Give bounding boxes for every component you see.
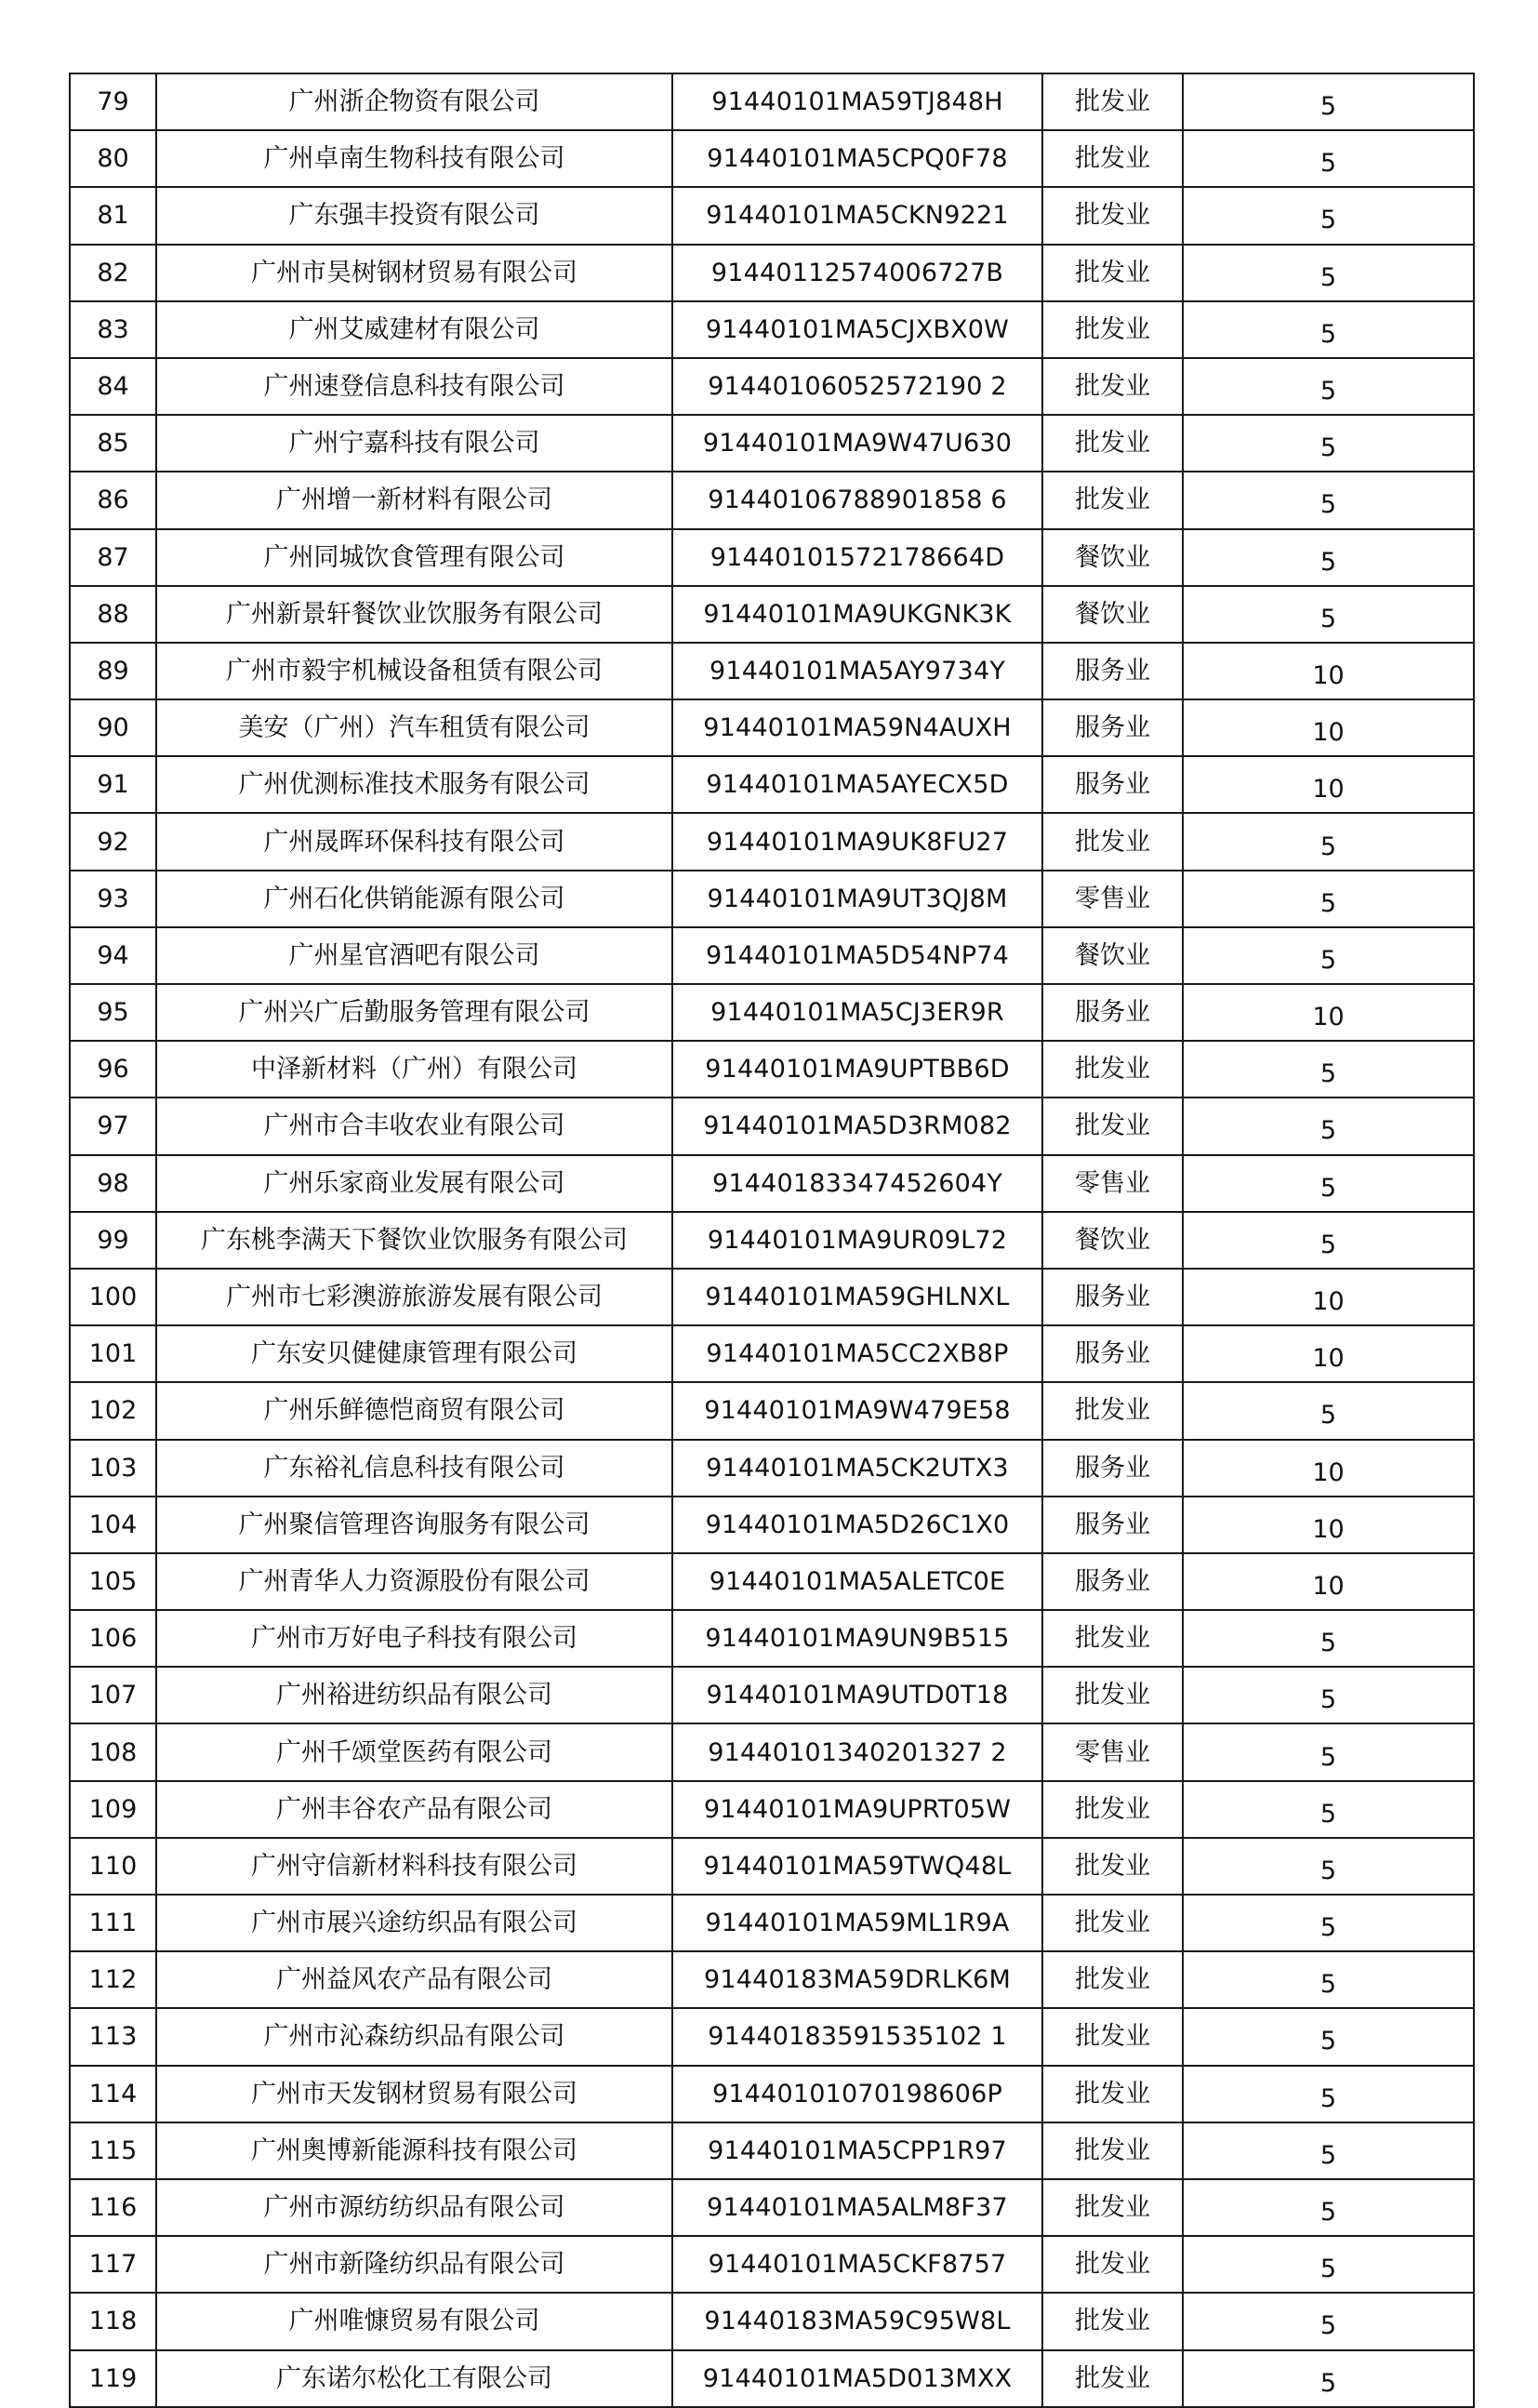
table-row <box>70 1781 1474 1838</box>
row-number-cell: 112 <box>70 1951 156 2008</box>
industry-cell: 餐饮业 <box>1042 1212 1183 1269</box>
score-cell: 5 <box>1183 1781 1474 1838</box>
company-name-cell: 广东桃李满天下餐饮业饮服务有限公司 <box>156 1212 672 1269</box>
row-number-cell: 119 <box>70 2350 156 2407</box>
credit-code-cell: 91440101MA5CKN9221 <box>672 187 1042 244</box>
company-name-cell: 广州市展兴途纺织品有限公司 <box>156 1895 672 1951</box>
industry-cell: 批发业 <box>1042 472 1183 528</box>
table-row <box>70 1553 1474 1610</box>
credit-code-cell: 91440101340201327 2 <box>672 1723 1042 1780</box>
credit-code-cell: 91440101572178664D <box>672 529 1042 586</box>
industry-cell: 批发业 <box>1042 358 1183 415</box>
row-number-cell: 105 <box>70 1553 156 1610</box>
row-number-cell: 114 <box>70 2066 156 2122</box>
industry-cell: 批发业 <box>1042 245 1183 301</box>
table-row <box>70 2293 1474 2349</box>
row-number-cell: 100 <box>70 1269 156 1325</box>
row-number-cell: 98 <box>70 1155 156 1212</box>
company-name-cell: 广东裕礼信息科技有限公司 <box>156 1440 672 1497</box>
company-name-cell: 广州市合丰收农业有限公司 <box>156 1098 672 1154</box>
table-row <box>70 1382 1474 1439</box>
credit-code-cell: 91440183347452604Y <box>672 1155 1042 1212</box>
credit-code-cell: 91440101MA9UKGNK3K <box>672 586 1042 643</box>
row-number-cell: 79 <box>70 73 156 130</box>
company-name-cell: 广州丰谷农产品有限公司 <box>156 1781 672 1838</box>
row-number-cell: 80 <box>70 130 156 187</box>
row-number-cell: 106 <box>70 1610 156 1667</box>
row-number-cell: 117 <box>70 2236 156 2293</box>
row-number-cell: 111 <box>70 1895 156 1951</box>
score-cell: 5 <box>1183 187 1474 244</box>
company-name-cell: 广州晟晖环保科技有限公司 <box>156 813 672 870</box>
score-cell: 5 <box>1183 2066 1474 2122</box>
industry-cell: 批发业 <box>1042 1382 1183 1439</box>
company-name-cell: 广东诺尔松化工有限公司 <box>156 2350 672 2407</box>
company-name-cell: 广州守信新材料科技有限公司 <box>156 1838 672 1895</box>
score-cell: 10 <box>1183 1553 1474 1610</box>
enterprise-table <box>69 73 1475 2408</box>
industry-cell: 零售业 <box>1042 871 1183 927</box>
score-cell: 10 <box>1183 984 1474 1041</box>
table-row <box>70 1610 1474 1667</box>
row-number-cell: 85 <box>70 415 156 472</box>
table-row <box>70 871 1474 927</box>
table-row <box>70 73 1474 130</box>
credit-code-cell: 91440101MA9UT3QJ8M <box>672 871 1042 927</box>
credit-code-cell: 91440101MA9UPTBB6D <box>672 1041 1042 1098</box>
table-row <box>70 1895 1474 1951</box>
score-cell: 5 <box>1183 1610 1474 1667</box>
company-name-cell: 广州市新隆纺织品有限公司 <box>156 2236 672 2293</box>
row-number-cell: 92 <box>70 813 156 870</box>
industry-cell: 批发业 <box>1042 1610 1183 1667</box>
industry-cell: 批发业 <box>1042 2008 1183 2065</box>
credit-code-cell: 91440101MA9UR09L72 <box>672 1212 1042 1269</box>
score-cell: 10 <box>1183 1269 1474 1325</box>
credit-code-cell: 91440101MA9W47U630 <box>672 415 1042 472</box>
company-name-cell: 广州市昊树钢材贸易有限公司 <box>156 245 672 301</box>
row-number-cell: 101 <box>70 1325 156 1382</box>
company-name-cell: 广州乐鲜德恺商贸有限公司 <box>156 1382 672 1439</box>
industry-cell: 批发业 <box>1042 1098 1183 1154</box>
table-row <box>70 2066 1474 2122</box>
credit-code-cell: 91440101MA5CK2UTX3 <box>672 1440 1042 1497</box>
company-name-cell: 中泽新材料（广州）有限公司 <box>156 1041 672 1098</box>
industry-cell: 批发业 <box>1042 1041 1183 1098</box>
company-name-cell: 广州新景轩餐饮业饮服务有限公司 <box>156 586 672 643</box>
industry-cell: 服务业 <box>1042 756 1183 813</box>
credit-code-cell: 91440101MA5D54NP74 <box>672 927 1042 984</box>
score-cell: 5 <box>1183 1895 1474 1951</box>
table-row <box>70 643 1474 699</box>
company-name-cell: 广州浙企物资有限公司 <box>156 73 672 130</box>
company-name-cell: 广州乐家商业发展有限公司 <box>156 1155 672 1212</box>
score-cell: 5 <box>1183 1382 1474 1439</box>
table-row <box>70 245 1474 301</box>
company-name-cell: 广州益风农产品有限公司 <box>156 1951 672 2008</box>
score-cell: 5 <box>1183 927 1474 984</box>
row-number-cell: 116 <box>70 2179 156 2236</box>
score-cell: 5 <box>1183 1098 1474 1154</box>
credit-code-cell: 91440101MA5CJ3ER9R <box>672 984 1042 1041</box>
industry-cell: 餐饮业 <box>1042 586 1183 643</box>
company-name-cell: 广州石化供销能源有限公司 <box>156 871 672 927</box>
industry-cell: 批发业 <box>1042 1895 1183 1951</box>
table-row <box>70 1838 1474 1895</box>
row-number-cell: 83 <box>70 301 156 358</box>
credit-code-cell: 91440106052572190 2 <box>672 358 1042 415</box>
table-row <box>70 1212 1474 1269</box>
credit-code-cell: 91440112574006727B <box>672 245 1042 301</box>
industry-cell: 批发业 <box>1042 73 1183 130</box>
row-number-cell: 113 <box>70 2008 156 2065</box>
row-number-cell: 90 <box>70 699 156 756</box>
row-number-cell: 118 <box>70 2293 156 2349</box>
credit-code-cell: 91440101MA5CPQ0F78 <box>672 130 1042 187</box>
industry-cell: 服务业 <box>1042 643 1183 699</box>
row-number-cell: 97 <box>70 1098 156 1154</box>
score-cell: 10 <box>1183 756 1474 813</box>
table-row <box>70 813 1474 870</box>
company-name-cell: 广州奥博新能源科技有限公司 <box>156 2122 672 2179</box>
row-number-cell: 96 <box>70 1041 156 1098</box>
credit-code-cell: 91440101MA59N4AUXH <box>672 699 1042 756</box>
company-name-cell: 广州唯慷贸易有限公司 <box>156 2293 672 2349</box>
score-cell: 5 <box>1183 245 1474 301</box>
industry-cell: 批发业 <box>1042 2236 1183 2293</box>
score-cell: 5 <box>1183 1155 1474 1212</box>
table-row <box>70 1269 1474 1325</box>
score-cell: 5 <box>1183 813 1474 870</box>
company-name-cell: 广东安贝健健康管理有限公司 <box>156 1325 672 1382</box>
industry-cell: 服务业 <box>1042 1553 1183 1610</box>
company-name-cell: 广州市毅宇机械设备租赁有限公司 <box>156 643 672 699</box>
table-row <box>70 301 1474 358</box>
credit-code-cell: 91440101MA5D013MXX <box>672 2350 1042 2407</box>
credit-code-cell: 91440101MA5D3RM082 <box>672 1098 1042 1154</box>
credit-code-cell: 91440101MA9UTD0T18 <box>672 1667 1042 1723</box>
score-cell: 5 <box>1183 1838 1474 1895</box>
row-number-cell: 108 <box>70 1723 156 1780</box>
table-row <box>70 2008 1474 2065</box>
row-number-cell: 103 <box>70 1440 156 1497</box>
industry-cell: 批发业 <box>1042 415 1183 472</box>
score-cell: 5 <box>1183 1212 1474 1269</box>
row-number-cell: 89 <box>70 643 156 699</box>
table-row <box>70 984 1474 1041</box>
industry-cell: 批发业 <box>1042 1667 1183 1723</box>
industry-cell: 批发业 <box>1042 301 1183 358</box>
enterprise-table-body <box>70 73 1474 2407</box>
credit-code-cell: 91440101MA5AY9734Y <box>672 643 1042 699</box>
company-name-cell: 广州速登信息科技有限公司 <box>156 358 672 415</box>
table-row <box>70 1667 1474 1723</box>
row-number-cell: 115 <box>70 2122 156 2179</box>
industry-cell: 餐饮业 <box>1042 927 1183 984</box>
score-cell: 5 <box>1183 2179 1474 2236</box>
row-number-cell: 109 <box>70 1781 156 1838</box>
company-name-cell: 广州市万好电子科技有限公司 <box>156 1610 672 1667</box>
industry-cell: 批发业 <box>1042 813 1183 870</box>
industry-cell: 批发业 <box>1042 2122 1183 2179</box>
score-cell: 5 <box>1183 472 1474 528</box>
table-row <box>70 415 1474 472</box>
credit-code-cell: 91440101MA5CC2XB8P <box>672 1325 1042 1382</box>
company-name-cell: 广州市七彩澳游旅游发展有限公司 <box>156 1269 672 1325</box>
industry-cell: 批发业 <box>1042 1838 1183 1895</box>
row-number-cell: 93 <box>70 871 156 927</box>
score-cell: 5 <box>1183 2236 1474 2293</box>
credit-code-cell: 91440183MA59DRLK6M <box>672 1951 1042 2008</box>
row-number-cell: 86 <box>70 472 156 528</box>
company-name-cell: 广州卓南生物科技有限公司 <box>156 130 672 187</box>
row-number-cell: 107 <box>70 1667 156 1723</box>
row-number-cell: 104 <box>70 1497 156 1553</box>
industry-cell: 批发业 <box>1042 2293 1183 2349</box>
credit-code-cell: 91440101MA5D26C1X0 <box>672 1497 1042 1553</box>
industry-cell: 服务业 <box>1042 984 1183 1041</box>
row-number-cell: 110 <box>70 1838 156 1895</box>
table-row <box>70 1723 1474 1780</box>
row-number-cell: 102 <box>70 1382 156 1439</box>
row-number-cell: 94 <box>70 927 156 984</box>
score-cell: 5 <box>1183 2122 1474 2179</box>
table-row <box>70 2179 1474 2236</box>
industry-cell: 批发业 <box>1042 1781 1183 1838</box>
industry-cell: 批发业 <box>1042 2066 1183 2122</box>
score-cell: 5 <box>1183 2008 1474 2065</box>
score-cell: 5 <box>1183 1723 1474 1780</box>
credit-code-cell: 91440101MA9UPRT05W <box>672 1781 1042 1838</box>
score-cell: 5 <box>1183 73 1474 130</box>
credit-code-cell: 91440101MA5CPP1R97 <box>672 2122 1042 2179</box>
company-name-cell: 广州市天发钢材贸易有限公司 <box>156 2066 672 2122</box>
company-name-cell: 广州艾威建材有限公司 <box>156 301 672 358</box>
credit-code-cell: 91440101070198606P <box>672 2066 1042 2122</box>
row-number-cell: 87 <box>70 529 156 586</box>
credit-code-cell: 91440101MA59GHLNXL <box>672 1269 1042 1325</box>
industry-cell: 零售业 <box>1042 1723 1183 1780</box>
score-cell: 5 <box>1183 415 1474 472</box>
score-cell: 5 <box>1183 358 1474 415</box>
credit-code-cell: 91440101MA5ALETC0E <box>672 1553 1042 1610</box>
industry-cell: 服务业 <box>1042 1497 1183 1553</box>
industry-cell: 批发业 <box>1042 2350 1183 2407</box>
score-cell: 5 <box>1183 2350 1474 2407</box>
credit-code-cell: 91440183591535102 1 <box>672 2008 1042 2065</box>
score-cell: 5 <box>1183 586 1474 643</box>
table-row <box>70 2236 1474 2293</box>
industry-cell: 服务业 <box>1042 1440 1183 1497</box>
company-name-cell: 广州兴广后勤服务管理有限公司 <box>156 984 672 1041</box>
company-name-cell: 广东强丰投资有限公司 <box>156 187 672 244</box>
score-cell: 5 <box>1183 1667 1474 1723</box>
score-cell: 10 <box>1183 1325 1474 1382</box>
credit-code-cell: 91440101MA5AYECX5D <box>672 756 1042 813</box>
industry-cell: 批发业 <box>1042 1951 1183 2008</box>
company-name-cell: 广州聚信管理咨询服务有限公司 <box>156 1497 672 1553</box>
score-cell: 10 <box>1183 699 1474 756</box>
score-cell: 10 <box>1183 643 1474 699</box>
row-number-cell: 88 <box>70 586 156 643</box>
company-name-cell: 广州千颂堂医药有限公司 <box>156 1723 672 1780</box>
table-row <box>70 1951 1474 2008</box>
score-cell: 5 <box>1183 301 1474 358</box>
credit-code-cell: 91440101MA9UN9B515 <box>672 1610 1042 1667</box>
industry-cell: 服务业 <box>1042 1269 1183 1325</box>
score-cell: 5 <box>1183 1041 1474 1098</box>
row-number-cell: 81 <box>70 187 156 244</box>
row-number-cell: 95 <box>70 984 156 1041</box>
row-number-cell: 84 <box>70 358 156 415</box>
table-row <box>70 358 1474 415</box>
credit-code-cell: 91440101MA9W479E58 <box>672 1382 1042 1439</box>
score-cell: 10 <box>1183 1497 1474 1553</box>
row-number-cell: 91 <box>70 756 156 813</box>
company-name-cell: 广州裕进纺织品有限公司 <box>156 1667 672 1723</box>
industry-cell: 批发业 <box>1042 2179 1183 2236</box>
credit-code-cell: 91440106788901858 6 <box>672 472 1042 528</box>
table-row <box>70 1325 1474 1382</box>
table-row <box>70 586 1474 643</box>
table-row <box>70 2350 1474 2407</box>
industry-cell: 零售业 <box>1042 1155 1183 1212</box>
row-number-cell: 99 <box>70 1212 156 1269</box>
table-row <box>70 927 1474 984</box>
score-cell: 5 <box>1183 529 1474 586</box>
table-row <box>70 130 1474 187</box>
credit-code-cell: 91440101MA59TJ848H <box>672 73 1042 130</box>
score-cell: 5 <box>1183 130 1474 187</box>
credit-code-cell: 91440101MA5CKF8757 <box>672 2236 1042 2293</box>
table-row <box>70 1098 1474 1154</box>
credit-code-cell: 91440183MA59C95W8L <box>672 2293 1042 2349</box>
table-row <box>70 1155 1474 1212</box>
industry-cell: 餐饮业 <box>1042 529 1183 586</box>
table-row <box>70 1041 1474 1098</box>
company-name-cell: 广州优测标准技术服务有限公司 <box>156 756 672 813</box>
company-name-cell: 广州市源纺纺织品有限公司 <box>156 2179 672 2236</box>
industry-cell: 批发业 <box>1042 130 1183 187</box>
table-row <box>70 1440 1474 1497</box>
score-cell: 5 <box>1183 871 1474 927</box>
credit-code-cell: 91440101MA59TWQ48L <box>672 1838 1042 1895</box>
score-cell: 5 <box>1183 1951 1474 2008</box>
credit-code-cell: 91440101MA5CJXBX0W <box>672 301 1042 358</box>
company-name-cell: 广州增一新材料有限公司 <box>156 472 672 528</box>
credit-code-cell: 91440101MA5ALM8F37 <box>672 2179 1042 2236</box>
score-cell: 10 <box>1183 1440 1474 1497</box>
table-row <box>70 756 1474 813</box>
table-row <box>70 529 1474 586</box>
company-name-cell: 广州青华人力资源股份有限公司 <box>156 1553 672 1610</box>
credit-code-cell: 91440101MA59ML1R9A <box>672 1895 1042 1951</box>
credit-code-cell: 91440101MA9UK8FU27 <box>672 813 1042 870</box>
table-row <box>70 472 1474 528</box>
company-name-cell: 广州宁嘉科技有限公司 <box>156 415 672 472</box>
score-cell: 5 <box>1183 2293 1474 2349</box>
company-name-cell: 广州星官酒吧有限公司 <box>156 927 672 984</box>
industry-cell: 服务业 <box>1042 1325 1183 1382</box>
row-number-cell: 82 <box>70 245 156 301</box>
company-name-cell: 广州市沁森纺织品有限公司 <box>156 2008 672 2065</box>
table-row <box>70 699 1474 756</box>
table-row <box>70 2122 1474 2179</box>
table-row <box>70 1497 1474 1553</box>
table-row <box>70 187 1474 244</box>
company-name-cell: 广州同城饮食管理有限公司 <box>156 529 672 586</box>
industry-cell: 批发业 <box>1042 187 1183 244</box>
industry-cell: 服务业 <box>1042 699 1183 756</box>
company-name-cell: 美安（广州）汽车租赁有限公司 <box>156 699 672 756</box>
